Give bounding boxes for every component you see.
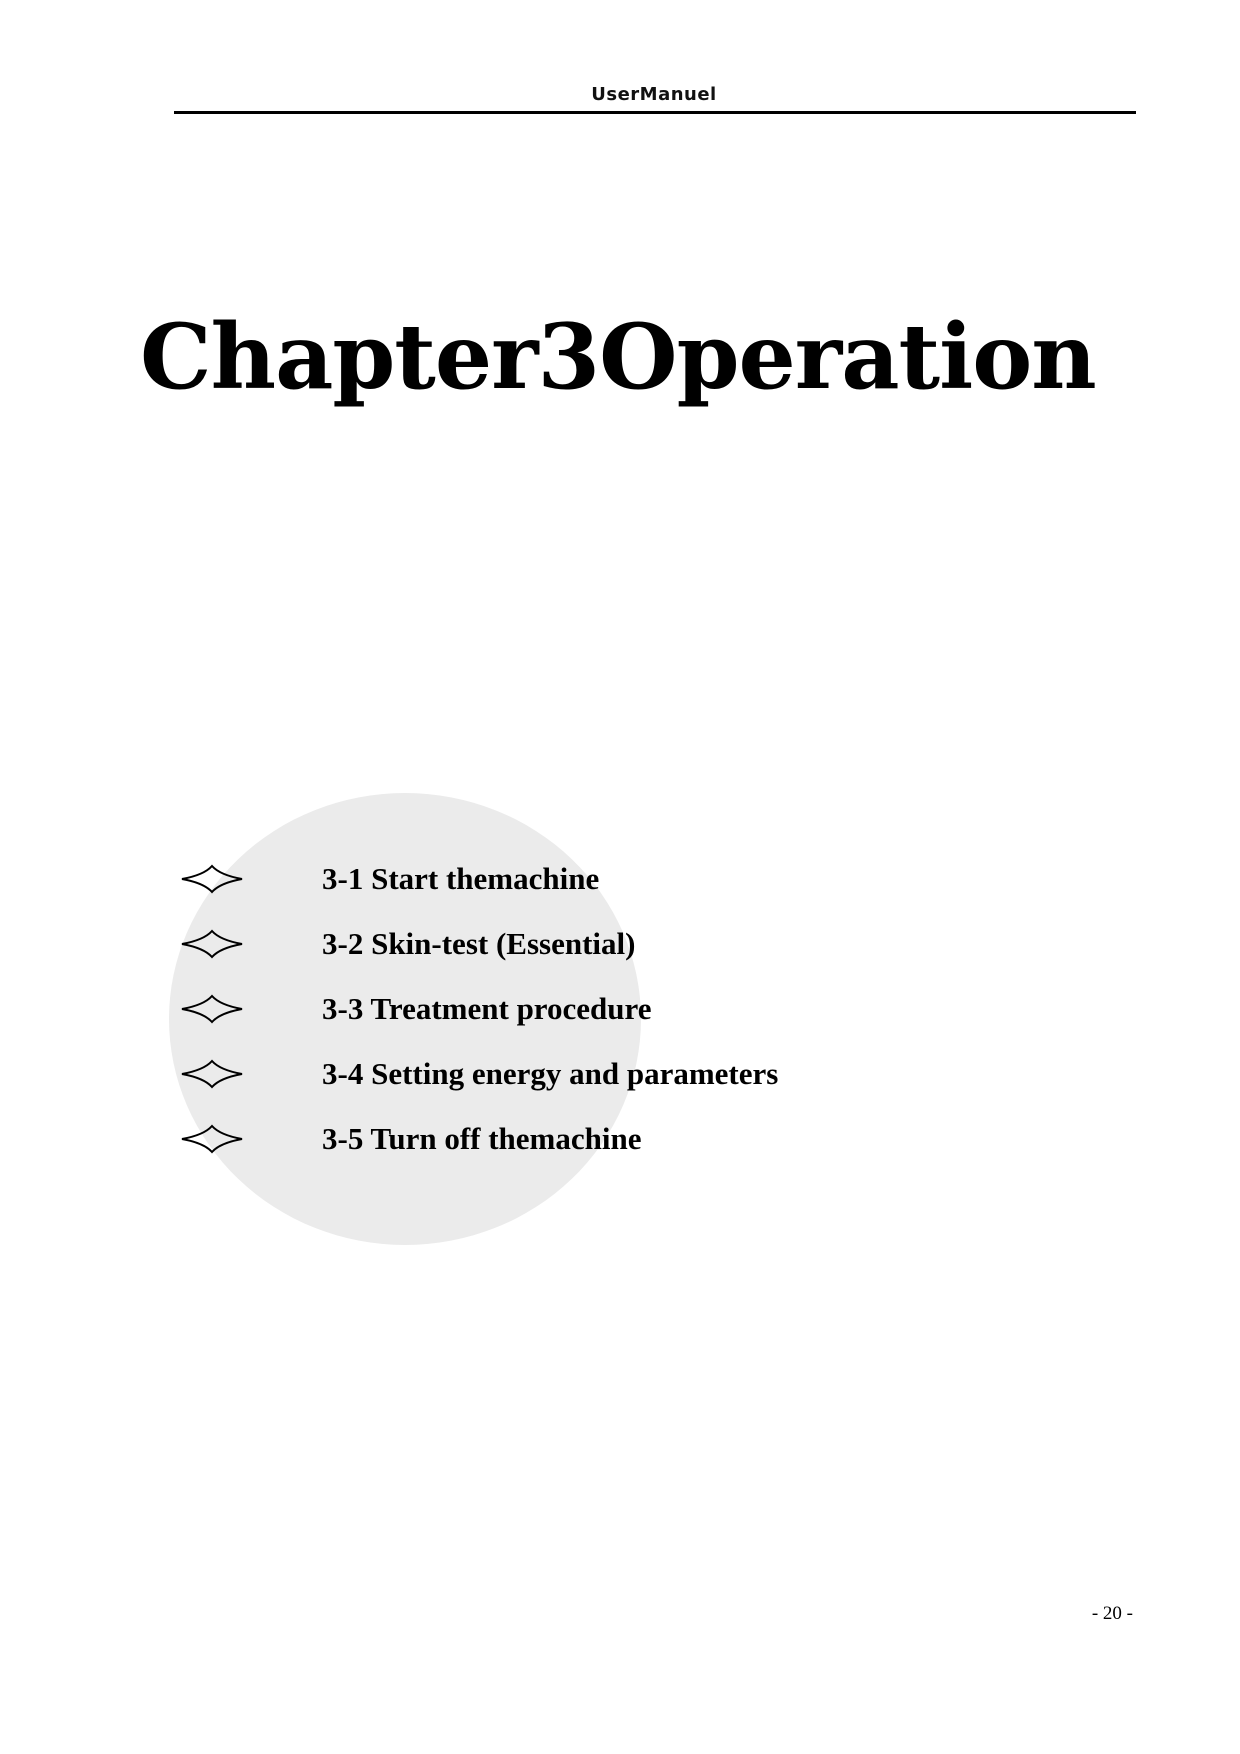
four-point-star-outline-icon xyxy=(180,994,244,1024)
toc-item-3-3 xyxy=(180,976,1080,1041)
table-of-contents xyxy=(180,846,1080,1171)
four-point-star-outline-icon xyxy=(180,1124,244,1154)
toc-item-3-1 xyxy=(180,846,1080,911)
toc-item-3-5 xyxy=(180,1106,1080,1171)
toc-item-label: 3-5 Turn off themachine xyxy=(322,1120,642,1156)
running-header: UserManuel xyxy=(591,84,717,105)
toc-item-3-2 xyxy=(180,911,1080,976)
four-point-star-outline-icon xyxy=(180,864,244,894)
toc-item-label: 3-4 Setting energy and parameters xyxy=(322,1055,779,1091)
toc-item-label: 3-1 Start themachine xyxy=(322,860,600,896)
toc-item-label: 3-3 Treatment procedure xyxy=(322,990,652,1026)
toc-item-label: 3-2 Skin-test (Essential) xyxy=(322,925,636,961)
toc-item-3-4 xyxy=(180,1041,1080,1106)
four-point-star-outline-icon xyxy=(180,1059,244,1089)
chapter-title: Chapter3Operation xyxy=(140,304,1096,410)
four-point-star-outline-icon xyxy=(180,929,244,959)
header-rule xyxy=(174,111,1136,114)
page-number: - 20 - xyxy=(1091,1603,1133,1624)
